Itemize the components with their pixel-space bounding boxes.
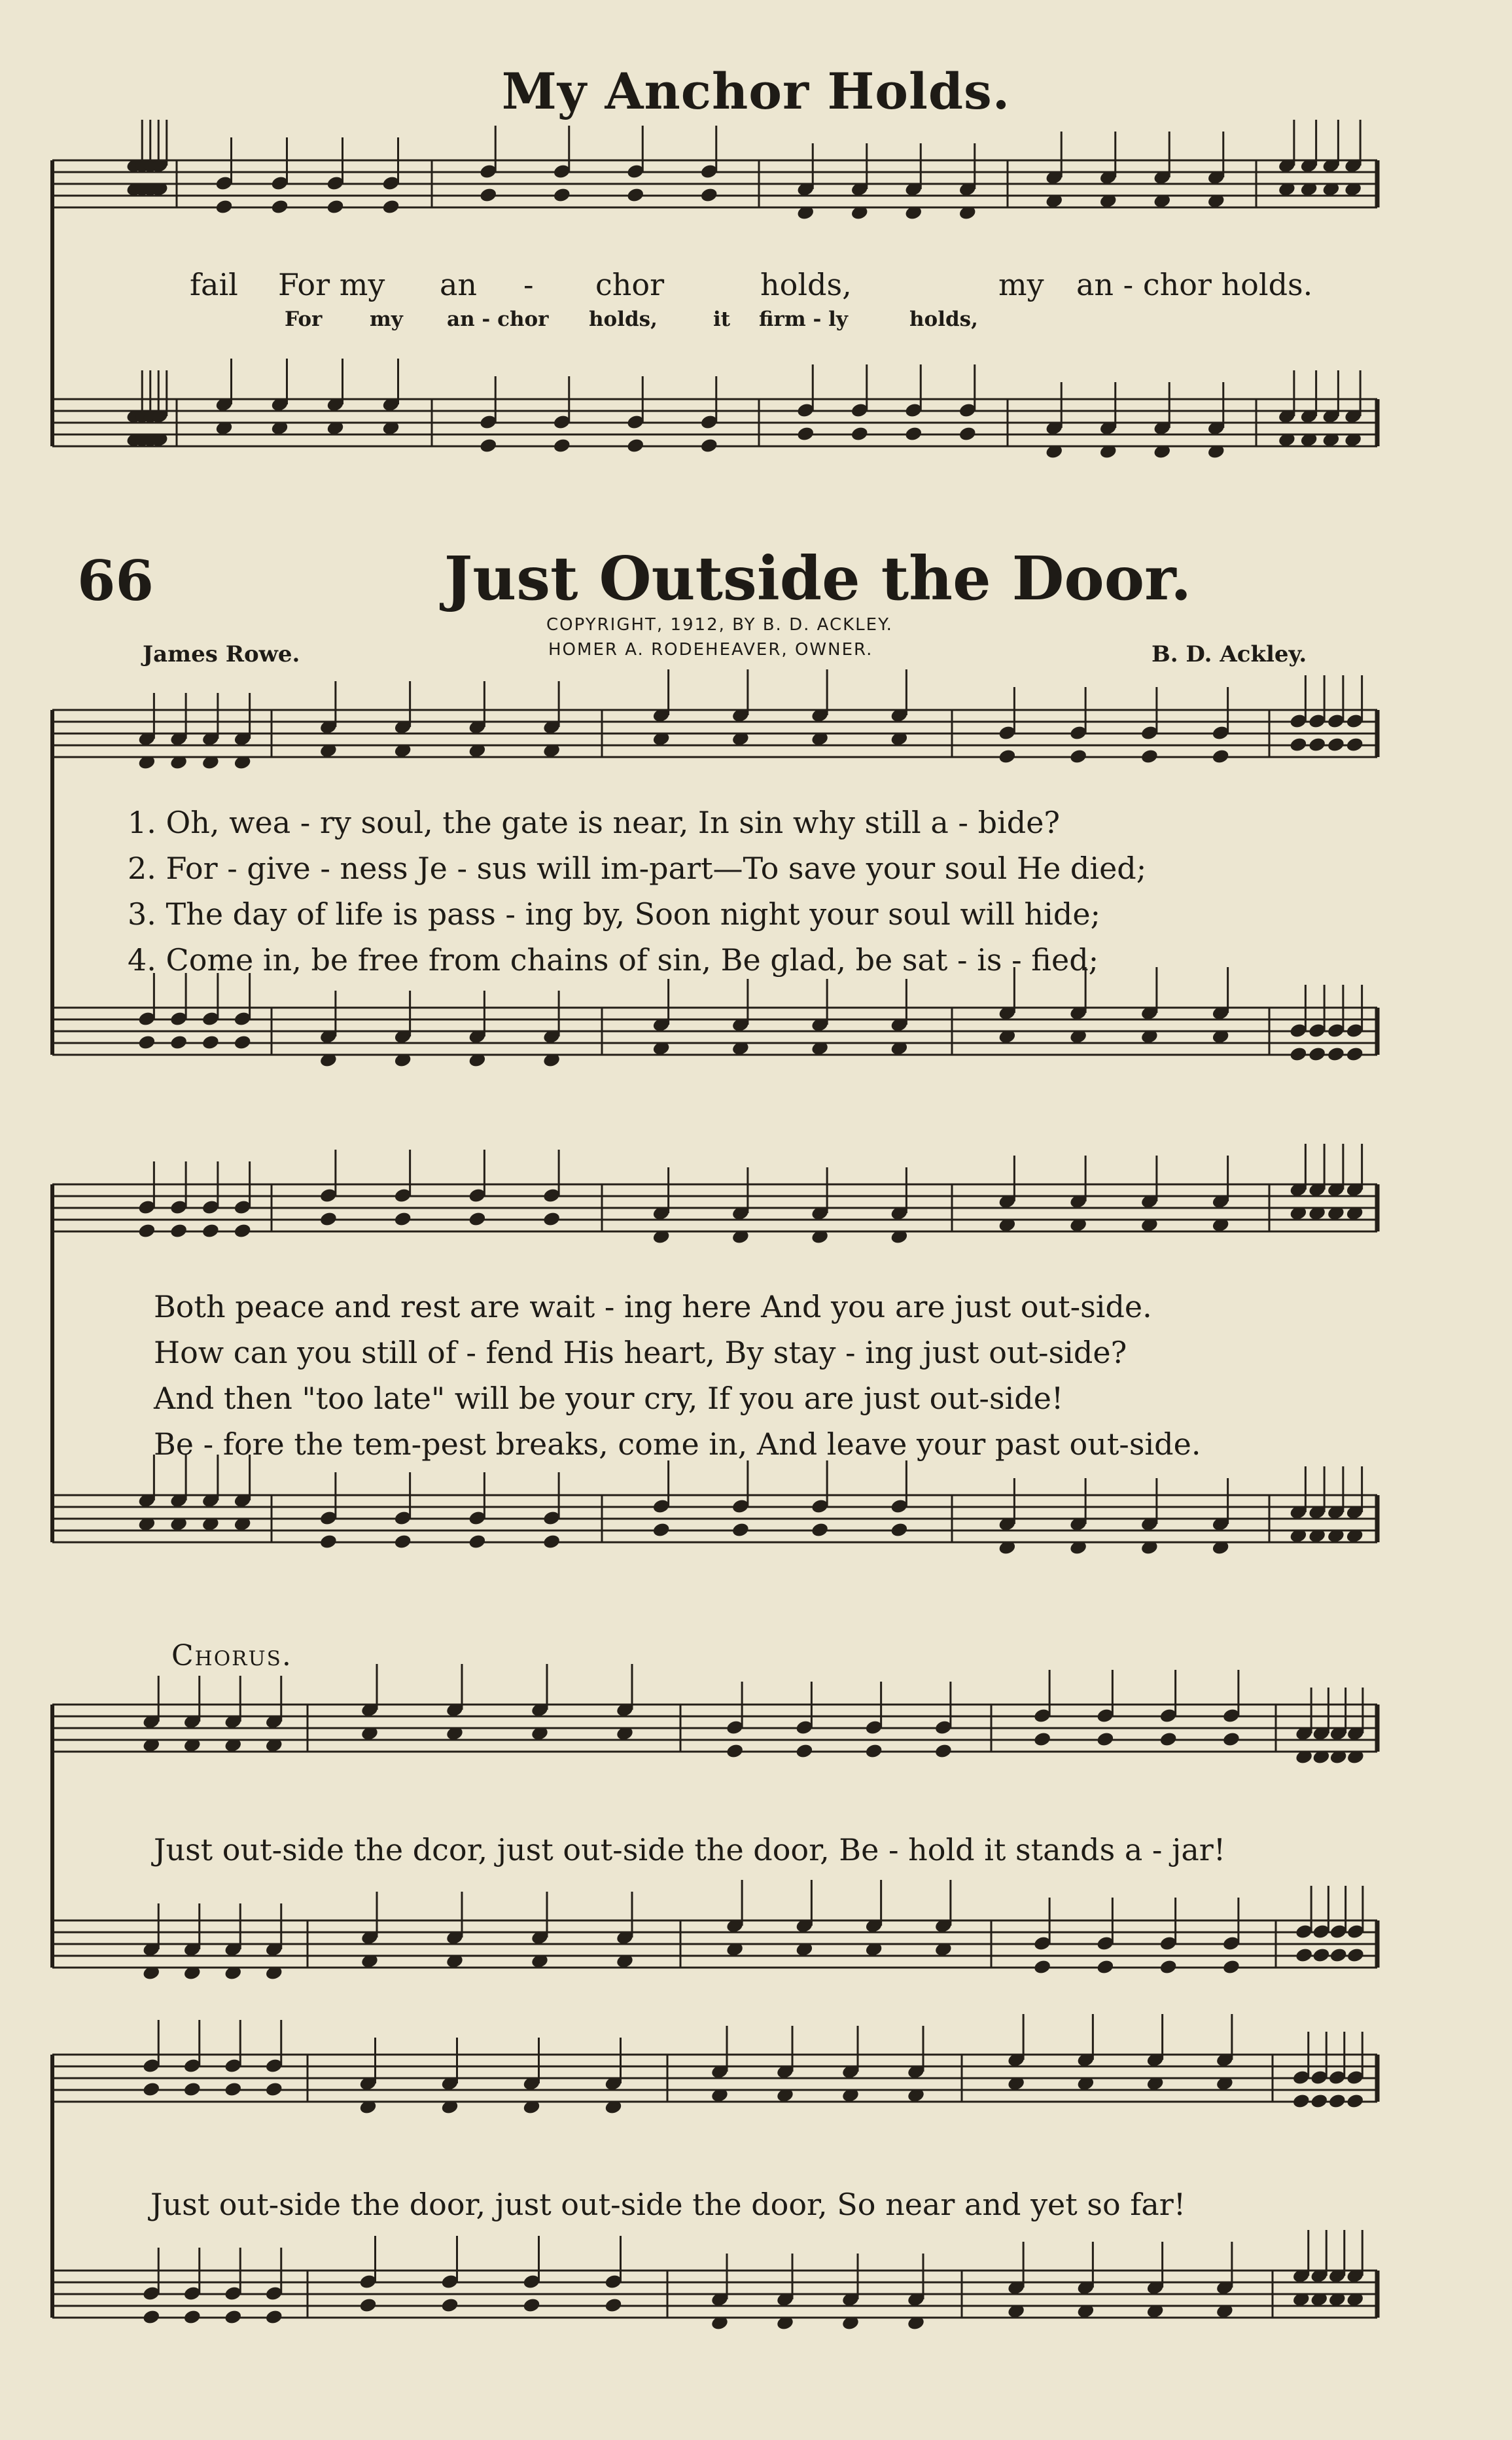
copyright-line-2: HOMER A. RODEHEAVER, OWNER. [548, 640, 873, 660]
chorus-line-1: Just out-side the dcor, just out-side the door, Be - hold it stands a - jar! [154, 1832, 1226, 1867]
prev-echo-it: it [713, 308, 731, 331]
prev-lyric-holds: holds, [760, 267, 852, 302]
verse-2-line-2: How can you still of - fend His heart, By stay - ing just out-side? [154, 1335, 1127, 1370]
prev-echo-my: my [370, 308, 403, 331]
verse-3-line-2: And then "too late" will be your cry, If you are just out-side! [154, 1381, 1064, 1416]
prev-echo-firmly: firm - ly [759, 308, 848, 331]
verse-4-line-2: Be - fore the tem-pest breaks, come in, And leave your past out-side. [154, 1426, 1201, 1462]
prev-lyric-my: my [998, 267, 1044, 302]
prev-lyric-chor: chor [595, 267, 665, 302]
verse-3-line-1: 3. The day of life is pass - ing by, Soon night your soul will hide; [128, 896, 1101, 932]
prev-lyric-for-my: For my [278, 267, 385, 302]
prev-echo-holds-2: holds, [909, 308, 978, 331]
lyricist: James Rowe. [143, 641, 300, 667]
hymn-number: 66 [77, 548, 154, 613]
prev-echo-an-chor: an - chor [447, 308, 549, 331]
prev-echo-holds: holds, [589, 308, 658, 331]
hymn-title: Just Outside the Door. [444, 543, 1192, 614]
prev-echo-for: For [285, 308, 323, 331]
prev-lyric-fail: fail [190, 267, 238, 302]
chorus-label: Chorus. [171, 1639, 292, 1672]
prev-lyric-an-chor-holds: an - chor holds. [1076, 267, 1313, 302]
verse-4-line-1: 4. Come in, be free from chains of sin, Be glad, be sat - is - fied; [128, 942, 1099, 978]
verse-1-line-2: Both peace and rest are wait - ing here And you are just out-side. [154, 1289, 1152, 1324]
chorus-line-2: Just out-side the door, just out-side the door, So near and yet so far! [150, 2187, 1186, 2222]
verse-1-line-1: 1. Oh, wea - ry soul, the gate is near, In sin why still a - bide? [128, 805, 1061, 840]
previous-hymn-title: My Anchor Holds. [501, 62, 1011, 120]
prev-lyric-dash: - [523, 267, 534, 302]
composer: B. D. Ackley. [1152, 641, 1307, 667]
copyright-line-1: COPYRIGHT, 1912, BY B. D. ACKLEY. [546, 615, 893, 635]
prev-lyric-an: an [440, 267, 478, 302]
verse-2-line-1: 2. For - give - ness Je - sus will im-part—To save your soul He died; [128, 851, 1147, 886]
